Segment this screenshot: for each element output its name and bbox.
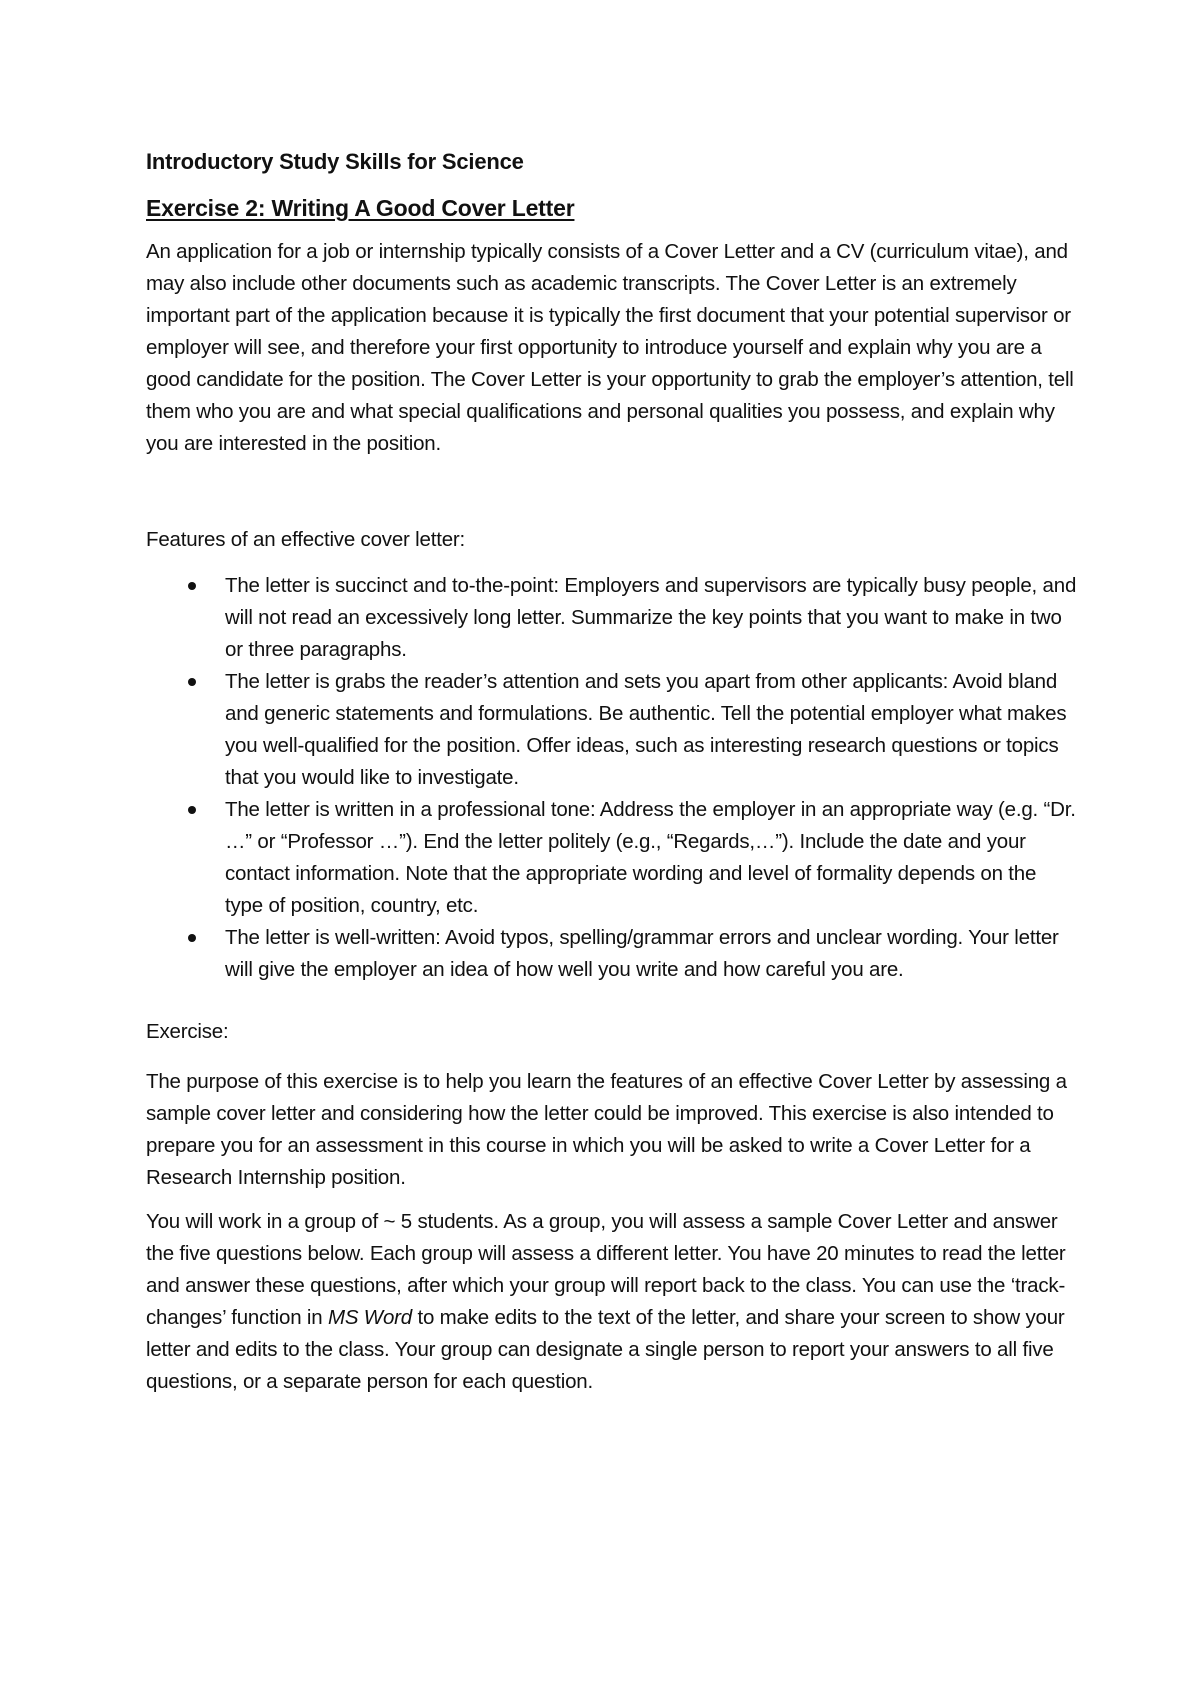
bullet-icon (188, 582, 196, 590)
features-heading: Features of an effective cover letter: (146, 528, 466, 551)
bullet-icon (188, 934, 196, 942)
feature-text: The letter is succinct and to-the-point: Employers and supervisors are typically busy people, and will not read an excessively long letter. Summarize the key points that you want to make in two or three paragraphs. (225, 574, 1077, 661)
purpose-paragraph: The purpose of this exercise is to help you learn the features of an effective Cover Letter by assessing a sample cover letter and considering how the letter could be improved. This exercise is also intended to prepare you for an assessment in this course in which you will be asked to write a Cover Letter for a Research Internship position. (146, 1070, 1067, 1189)
bullet-icon (188, 678, 196, 686)
feature-text: The letter is grabs the reader’s attention and sets you apart from other applicants: Avoid bland and generic statements and formulations. Be authentic. Tell the potential employer what makes you well-qualified for the position. Offer ideas, such as interesting research questions or topics that you would like to investigate. (225, 670, 1067, 789)
feature-item-attention (146, 666, 1078, 794)
feature-item-succinct (146, 570, 1078, 666)
features-list (146, 570, 1078, 986)
exercise-title: Exercise 2: Writing A Good Cover Letter (146, 195, 575, 221)
group-paragraph (146, 1206, 1078, 1398)
group-paragraph-text-after: to make edits to the text of the letter, and share your screen to show your letter and edits to the class. Your group can designate a single person to report your answers to all five questions, or a separate person for each question. (146, 1306, 1065, 1393)
group-paragraph-text-before: You will work in a group of ~ 5 students. As a group, you will assess a sample Cover Letter and answer the five questions below. Each group will assess a different letter. You have 20 minutes to read the letter and answer these questions, after which your group will report back to the class. You can use the ‘track-changes’ function in (146, 1210, 1066, 1329)
bullet-icon (188, 806, 196, 814)
document-title: Introductory Study Skills for Science (146, 149, 524, 174)
feature-item-well-written (146, 922, 1078, 986)
exercise-heading: Exercise: (146, 1020, 229, 1043)
feature-text: The letter is written in a professional tone: Address the employer in an appropriate way (e.g. “Dr. …” or “Professor …”). End the letter politely (e.g., “Regards,…”). Include the date and your contact information. Note that the appropriate wording and level of formality depends on the type of position, country, etc. (225, 798, 1076, 917)
feature-text: The letter is well-written: Avoid typos, spelling/grammar errors and unclear wording. Your letter will give the employer an idea of how well you write and how careful you are. (225, 926, 1059, 981)
feature-item-professional-tone (146, 794, 1078, 922)
intro-paragraph: An application for a job or internship typically consists of a Cover Letter and a CV (curriculum vitae), and may also include other documents such as academic transcripts. The Cover Letter is an extremely important part of the application because it is typically the first document that your potential supervisor or employer will see, and therefore your first opportunity to introduce yourself and explain why you are a good candidate for the position. The Cover Letter is your opportunity to grab the employer’s attention, tell them who you are and what special qualifications and personal qualities you possess, and explain why you are interested in the position. (146, 240, 1074, 455)
ms-word-emphasis: MS Word (327, 1306, 412, 1329)
